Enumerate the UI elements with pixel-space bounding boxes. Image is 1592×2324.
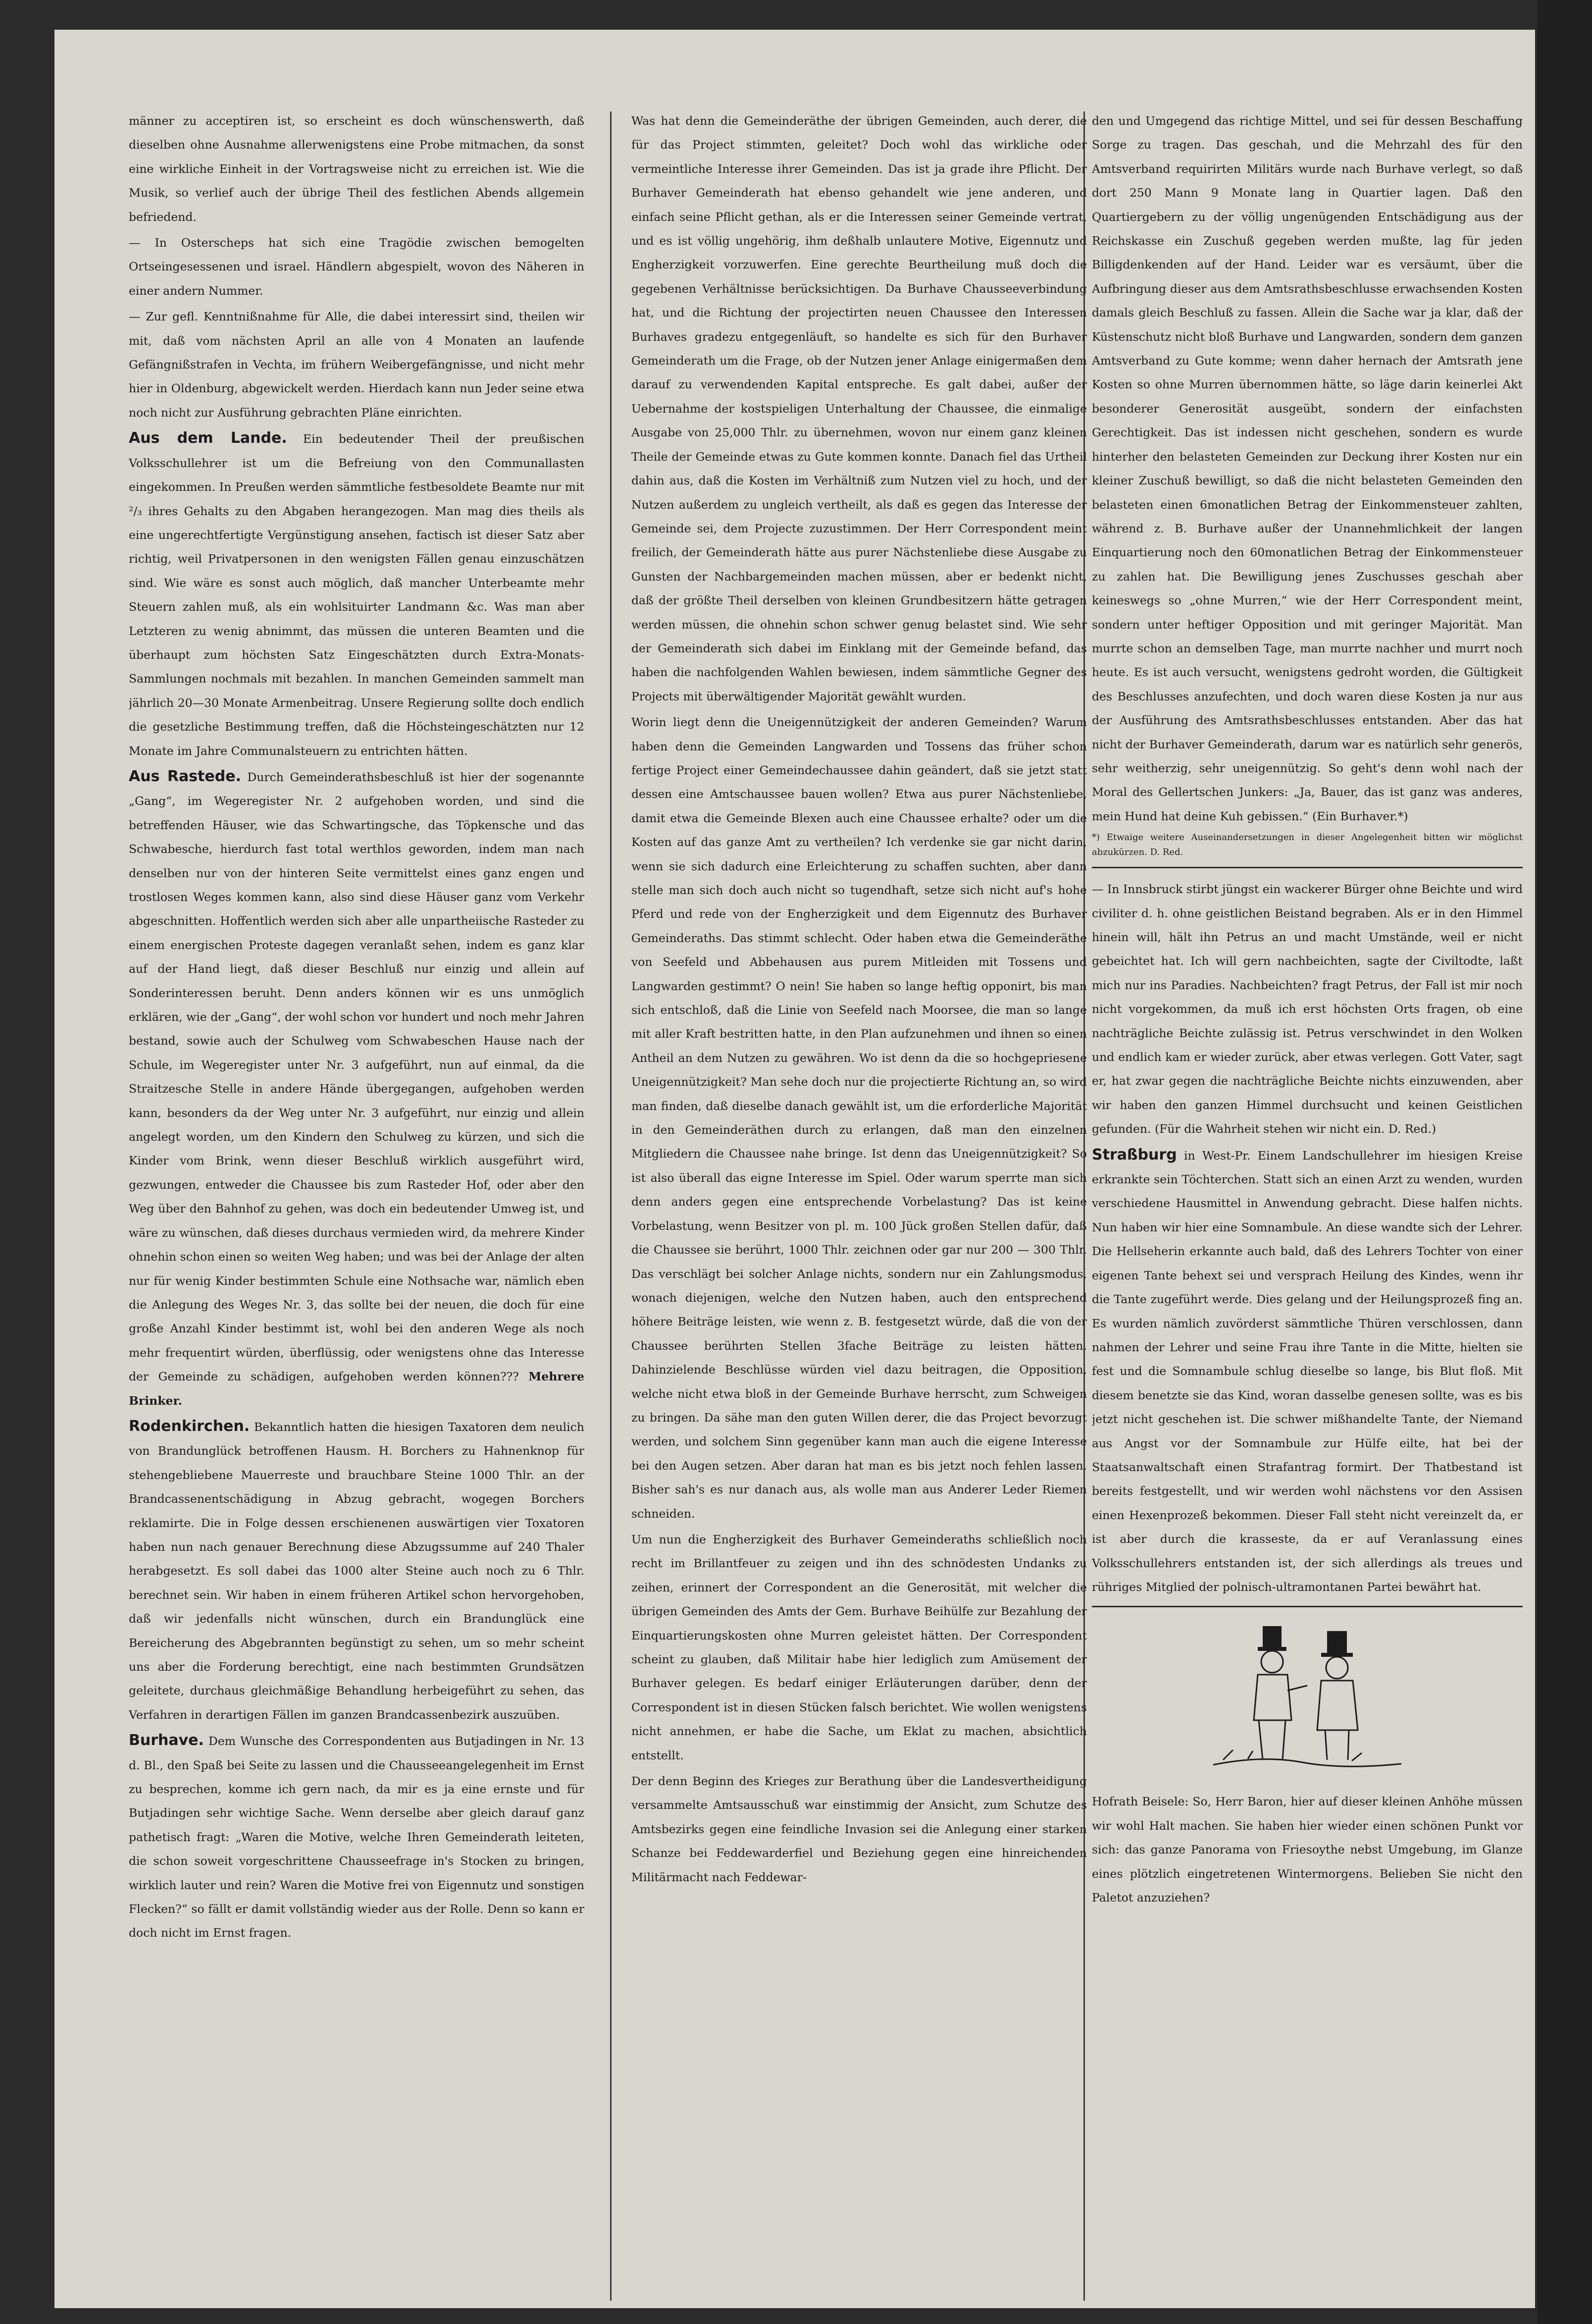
column-middle — [631, 109, 1087, 2303]
article-text: in West-Pr. Einem Landschullehrer im hiesigen Kreise erkrankte sein Töchterchen. Statt sich an einen Arzt zu wenden, wurden verschiedene Hausmittel in Anwendung gebracht. Diese halfen nichts. Nun haben wir hier eine Somnambule. An diese wandte sich der Lehrer. Die Hellseherin erkannte auch bald, daß des Lehrers Tochter von einer eigenen Tante behext sei und versprach Heilung des Kindes, wenn ihr die Tante zugeführt werde. Dies gelang und der Heilungsprozeß fing an. Es wurden nämlich zuvörderst sämmtliche Thüren verschlossen, dann nahmen der Lehrer und seine Frau ihre Tante in die Mitte, hielten sie fest und die Somnambule schlug dieselbe so lange, bis Blut floß. Mit diesem benetzte sie das Kind, woran dasselbe genesen sollte, was es bis jetzt nicht geschehen ist. Die schwer mißhandelte Tante, der Niemand aus Angst vor der Somnambule zur Hülfe eilte, hat bei der Staatsanwaltschaft einen Strafantrag formirt. Der Thatbestand ist bereits festgestellt, und wir werden wohl nächstens vor den Assisen einen Hexenprozeß bekommen. Dieser Fall steht nicht vereinzelt da, er ist aber durch die krasseste, da er auf Veranlassung eines Volksschullehrers entstanden ist, der sich allerdings als treues und rühriges Mitglied der polnisch-ultramontanen Partei bewährt hat. — [1092, 1148, 1523, 1594]
newspaper-page — [54, 30, 1535, 2308]
section-heading: Aus Rastede. — [129, 767, 241, 785]
divider — [1092, 1606, 1523, 1607]
article-text: Der denn Beginn des Krieges zur Berathung über die Landesvertheidigung versammelte Amtsausschuß war einstimmig der Ansicht, zum Schutze des Amtsbezirks gegen eine feindliche Invasion sei die Anlegung einer starken Schanze bei Feddewarderfiel und Beziehung gegen eine hinreichenden Militärmacht nach Feddewar- — [631, 1774, 1087, 1884]
article-signature: Mehrere Brinker. — [129, 1370, 584, 1408]
article-text: — Zur gefl. Kenntnißnahme für Alle, die dabei interessirt sind, theilen wir mit, daß vom nächsten April an alle von 4 Monaten an laufende Gefängnißstrafen in Vechta, im frühern Weibergefängnisse, und nicht mehr hier in Oldenburg, abgewickelt werden. Hierdach kann nun Jeder seine etwa noch nicht zur Ausführung gebrachten Pläne einrichten. — [129, 310, 584, 420]
article-text: Durch Gemeinderathsbeschluß ist hier der sogenannte „Gang“, im Wegeregister Nr. 2 aufgehoben worden, und sind die betreffenden Häuser, wie das Schwartingsche, das Töpkensche und das Schwabesche, hierdurch fast total werthlos geworden, indem man nach denselben nur von der hinteren Seite vermittelst eines ganz engen und trostlosen Weges kommen kann, also sind diese Häuser ganz vom Verkehr abgeschnitten. Hoffentlich werden sich aber alle unpartheiische Rasteder zu einem energischen Proteste dagegen veranlaßt sehen, indem es ganz klar auf der Hand liegt, daß dieser Beschluß nur einzig und allein auf Sonderinteressen beruht. Denn anders können wir es uns unmöglich erklären, wie der „Gang“, der wohl schon vor hundert und noch mehr Jahren bestand, sowie auch der Schulweg vom Schwabeschen Hause nach der Schule, im Wegeregister unter Nr. 3 aufgeführt, nun auf einmal, da die Straitzesche Stelle in andere Hände übergegangen, aufgehoben werden kann, besonders da der Weg unter Nr. 3 aufgeführt, nur einzig und allein angelegt worden, um den Kindern den Schulweg zu kürzen, und sich die Kinder vom Brink, wenn dieser Beschluß wirklich ausgeführt wird, gezwungen, entweder die Chaussee bis zum Rasteder Hof, oder aber den Weg über den Bahnhof zu gehen, was doch ein bedeutender Umweg ist, und wäre zu wünschen, daß dieses durchaus vermieden wird, da mehrere Kinder ohnehin schon einen so weiten Weg haben; und was bei der Anlage der alten nur für wenig Kinder bestimmten Schule eine Nothsache war, nämlich eben die Anlegung des Weges Nr. 3, das sollte bei der neuen, die doch für eine große Anzahl Kinder bestimmt ist, wohl bei den anderen Wege als noch mehr frequentirt würden, überflüssig, oder wenigstens ohne das Interesse der Gemeinde zu schädigen, aufgehoben werden können??? — [129, 770, 584, 1384]
column-left — [129, 109, 584, 2303]
article-text: — In Osterscheps hat sich eine Tragödie zwischen bemogelten Ortseingesessenen und israel. Händlern abgespielt, wovon des Näheren in einer andern Nummer. — [129, 236, 584, 298]
column-right — [1092, 109, 1523, 2303]
footnote: *) Etwaige weitere Auseinandersetzungen in dieser Angelegenheit bitten wir möglichst abzukürzen. D. Red. — [1092, 832, 1523, 858]
cartoon-caption: Hofrath Beisele: So, Herr Baron, hier auf dieser kleinen Anhöhe müssen wir wohl Halt machen. Sie haben hier wieder einen schönen Punkt vor sich: das ganze Panorama von Friesoythe nebst Umgebung, im Glanze eines plötzlich eingetretenen Wintermorgens. Belieben Sie nicht den Paletot anzuziehen? — [1092, 1795, 1523, 1904]
scrollbar[interactable] — [1538, 0, 1592, 2324]
article-text: Ein bedeutender Theil der preußischen Volksschullehrer ist um die Befreiung von den Communallasten eingekommen. In Preußen werden sämmtliche festbesoldete Beamte nur mit ²/₃ ihres Gehalts zu den Abgaben herangezogen. Man mag dies theils als eine ungerechtfertigte Vergünstigung ansehen, factisch ist dieser Satz aber richtig, weil Privatpersonen in den wenigsten Fällen genau einzuschätzen sind. Wie wäre es sonst auch möglich, daß mancher Unterbeamte mehr Steuern zahlen muß, als ein wohlsituirter Landmann &c. Was man aber Letzteren zu wenig abnimmt, das müssen die unteren Beamten und die überhaupt zum höchsten Satz Eingeschätzten durch Extra-Monats-Sammlungen nochmals mit bezahlen. In manchen Gemeinden sammelt man jährlich 20—30 Monate Armenbeitrag. Unsere Regierung sollte doch endlich die gesetzliche Bestimmung treffen, daß die Höchsteingeschätzten nur 12 Monate im Jahre Communalsteuern zu entrichten hätten. — [129, 432, 584, 758]
article-section — [129, 426, 584, 763]
article-signature: (Ein Burhaver.*) — [1312, 809, 1408, 823]
article-text: Um nun die Engherzigkeit des Burhaver Gemeinderaths schließlich noch recht im Brillantfeuer zu zeigen und ihn des schnödesten Undanks zu zeihen, erinnert der Correspondent an die Generosität, mit welcher die übrigen Gemeinden des Amts der Gem. Burhave Beihülfe zur Bezahlung der Einquartierungskosten ohne Murren geleistet hätten. Der Correspondent scheint zu glauben, daß Militair habe hier lediglich zum Amüsement der Burhaver gelegen. Es bedarf einiger Erläuterungen darüber, denn der Correspondent ist in diesen Stücken falsch berichtet. Wie wollen wenigstens nicht annehmen, er habe die Sache, um Eklat zu machen, absichtlich entstellt. — [631, 1532, 1087, 1762]
article-section — [129, 1729, 584, 1945]
article-section — [129, 765, 584, 1413]
article-text: männer zu acceptiren ist, so erscheint es doch wünschenswerth, daß dieselben ohne Ausnahme allerwenigstens eine Probe mitmachen, da sonst eine wirkliche Einheit in der Vortragsweise nicht zu erreichen ist. Wie die Musik, so verlief auch der übrige Theil des festlichen Abends allgemein befriedend. — [129, 114, 584, 224]
cartoon-illustration — [1203, 1616, 1411, 1775]
article-section — [129, 1415, 584, 1727]
article-text: den und Umgegend das richtige Mittel, und sei für dessen Beschaffung Sorge zu tragen. Das geschah, und die Mehrzahl des für den Amtsverband requirirten Militärs wurde nach Burhave verlegt, so daß dort 250 Mann 9 Monate lang in Quartier lagen. Daß den Quartiergebern zu der völlig ungenügenden Entschädigung aus der Reichskasse ein Zuschuß gegeben werden mußte, lag für jeden Billigdenkenden auf der Hand. Leider war es versäumt, über die Aufbringung dieser aus dem Amtsrathsbeschlusse erwachsenden Kosten damals gleich Beschluß zu fassen. Allein die Sache war ja klar, daß der Küstenschutz nicht bloß Burhave und Langwarden, sondern dem ganzen Amtsverband zu Gute komme; wenn daher hernach der Amtsrath jene Kosten so ohne Murren übernommen hätte, so läge darin keinerlei Akt besonderer Generosität ausgeübt, sondern der einfachsten Gerechtigkeit. Das ist indessen nicht geschehen, sondern es wurde hinterher den belasteten Gemeinden zur Deckung ihrer Kosten nur ein kleiner Zuschuß bewilligt, so daß die nicht belasteten Gemeinden den belasteten einen 6monatlichen Betrag der Einkommensteuer zahlten, während z. B. Burhave außer der Unannehmlichkeit der langen Einquartierung noch den 60monatlichen Betrag der Einkommensteuer zu zahlen hat. Die Bewilligung jenes Zuschusses geschah aber keineswegs so „ohne Murren,“ wie der Herr Correspondent meint, sondern unter heftiger Opposition und mit geringer Majorität. Man murrte schon an demselben Tage, man murrte nachher und murrt noch heute. Es ist auch versucht, wenigstens gedroht worden, die Gültigkeit des Beschlusses anzufechten, und doch waren diese Kosten ja nur aus der Ausführung des Amtsrathsbeschlusses entstanden. Aber das hat nicht der Burhaver Gemeinderath, darum war es natürlich sehr generös, sehr weitherzig, sehr uneigennützig. So geht's denn wohl nach der Moral des Gellertschen Junkers: „Ja, Bauer, das ist ganz was anderes, mein Hund hat deine Kuh gebissen.“ (Ein Burhaver.*) — [1092, 114, 1523, 823]
section-heading: Rodenkirchen. — [129, 1417, 250, 1435]
section-heading: Aus dem Lande. — [129, 429, 287, 447]
section-heading: Straßburg — [1092, 1146, 1177, 1163]
section-heading: Burhave. — [129, 1732, 204, 1749]
article-text: Bekanntlich hatten die hiesigen Taxatoren dem neulich von Brandunglück betroffenen Hausm. H. Borchers zu Hahnenknop für stehengebliebene Mauerreste und brauchbare Steine 1000 Thlr. an der Brandcassenentschädigung in Abzug gebracht, wogegen Borchers reklamirte. Die in Folge dessen erschienenen auswärtigen vier Toxatoren haben nun nach genauer Berechnung diese Abzugssumme auf 240 Thaler herabgesetzt. Es soll dabei das 1000 alter Steine auch noch zu 6 Thlr. berechnet sein. Wir haben in einem früheren Artikel schon hervorgehoben, daß wir jedenfalls nicht wünschen, durch ein Brandunglück eine Bereicherung des Abgebrannten begünstigt zu sehen, um so mehr scheint uns aber die Forderung berechtigt, eine nach bestimmten Grundsätzen geleitete, durchaus gleichmäßige Behandlung herbeigeführt zu sehen, das Verfahren in derartigen Fällen im ganzen Brandcassenbezirk auszuüben. — [129, 1420, 584, 1722]
column-rule — [610, 111, 612, 2301]
divider — [1092, 867, 1523, 868]
article-text: Dem Wunsche des Correspondenten aus Butjadingen in Nr. 13 d. Bl., den Spaß bei Seite zu lassen und die Chausseeangelegenheit im Ernst zu besprechen, komme ich gern nach, da mir es ja eine ernste und für Butjadingen sehr wichtige Sache. Wenn derselbe aber gleich darauf ganz pathetisch fragt: „Waren die Motive, welche Ihren Gemeinderath leiteten, die schon soweit vorgeschrittene Chausseefrage in's Stocken zu bringen, wirklich lauter und rein? Waren die Motive frei von Eigennutz und sonstigen Flecken?“ so fällt er damit vollständig wieder aus der Rolle. Denn so kann er doch nicht im Ernst fragen. — [129, 1734, 584, 1940]
article-text: Was hat denn die Gemeinderäthe der übrigen Gemeinden, auch derer, die für das Project stimmten, geleitet? Doch wohl das wirkliche oder vermeintliche Interesse ihrer Gemeinden. Das ist ja grade ihre Pflicht. Der Burhaver Gemeinderath hat ebenso gehandelt wie jene anderen, und einfach seine Pflicht gethan, als er die Interessen seiner Gemeinde vertrat, und es ist völlig ungehörig, ihm deßhalb unlautere Motive, Eigennutz und Engherzigkeit vorzuwerfen. Eine gerechte Beurtheilung muß doch die gegebenen Verhältnisse berücksichtigen. Da Burhave Chausseeverbindung hat, und die Richtung der projectirten neuen Chaussee den Interessen Burhaves gradezu entgegenläuft, so handelte es sich für den Burhaver Gemeinderath um die Frage, ob der Nutzen jener Anlage einigermaßen dem darauf zu verwendenden Kapital entspreche. Es galt dabei, außer der Uebernahme der kostspieligen Unterhaltung der Chaussee, die einmalige Ausgabe von 25,000 Thlr. zu übernehmen, wovon nur einem ganz kleinen Theile der Gemeinde etwas zu Gute kommen konnte. Danach fiel das Urtheil dahin aus, daß die Kosten im Verhältniß zum Nutzen viel zu hoch, und der Nutzen außerdem zu ungleich vertheilt, als daß es gegen das Interesse der Gemeinde sei, dem Projecte zuzustimmen. Der Herr Correspondent meint freilich, der Gemeinderath hätte aus purer Nächstenliebe diese Ausgabe zu Gunsten der Nachbargemeinden machen müssen, aber er bedenkt nicht, daß der größte Theil derselben von kleinen Grundbesitzern hätte getragen werden müssen, die ohnehin schon schwer genug belastet sind. Wie sehr der Gemeinderath sich dabei im Einklang mit der Gemeinde befand, das haben die nachfolgenden Wahlen bewiesen, indem sämmtliche Gegner des Projects mit überwältigender Majorität gewählt wurden. — [631, 114, 1087, 703]
article-text: — In Innsbruck stirbt jüngst ein wackerer Bürger ohne Beichte und wird civiliter d. h. ohne geistlichen Beistand begraben. Als er in den Himmel hinein will, hält ihn Petrus an und macht Umstände, weil er nicht gebeichtet hat. Ich will gern nachbeichten, sagte der Civiltodte, laßt mich nur ins Paradies. Nachbeichten? fragt Petrus, der Fall ist mir noch nicht vorgekommen, da muß ich erst höchsten Orts fragen, ob eine nachträgliche Beichte zulässig ist. Petrus verschwindet in den Wolken und endlich kam er wieder zurück, aber etwas verlegen. Gott Vater, sagt er, hat zwar gegen die nachträgliche Beichte nichts einzuwenden, aber wir haben den ganzen Himmel durchsucht und keinen Geistlichen gefunden. (Für die Wahrheit stehen wir nicht ein. D. Red.) — [1092, 882, 1523, 1136]
article-section — [1092, 1143, 1523, 1599]
article-text: Worin liegt denn die Uneigennützigkeit der anderen Gemeinden? Warum haben denn die Gemeinden Langwarden und Tossens das früher schon fertige Project einer Gemeindechaussee dahin geändert, daß sie jetzt statt dessen eine Amtschaussee bauen wollen? Etwa aus purer Nächstenliebe, damit etwa die Gemeinde Blexen auch eine Chaussee erhalte? oder um die Kosten auf das ganze Amt zu vertheilen? Ich verdenke sie gar nicht darin, wenn sie sich dadurch eine Erleichterung zu schaffen suchten, aber dann stelle man sich doch auch nicht so tugendhaft, setze sich nicht auf's hohe Pferd und rede von der Engherzigkeit und dem Eigennutz des Burhaver Gemeinderaths. Das stimmt schlecht. Oder haben etwa die Gemeinderäthe von Seefeld und Abbehausen aus purem Mitleiden mit Tossens und Langwarden gestimmt? O nein! Sie haben so lange heftig opponirt, bis man sich entschloß, daß die Linie von Seefeld nach Moorsee, die man so lange mit aller Kraft bestritten hatte, in den Plan aufzunehmen und ihnen so einen Antheil an dem Nutzen zu gewähren. Wo ist denn da die so hochgepriesene Uneigennützigkeit? Man sehe doch nur die projectierte Richtung an, so wird man finden, daß dieselbe danach gewählt ist, um die erforderliche Majorität in den Gemeinderäthen durch zu erlangen, daß man den einzelnen Mitgliedern die Chaussee nahe bringe. Ist denn das Uneigennützigkeit? So ist also überall das eigne Interesse im Spiel. Oder warum sperrte man sich denn anders gegen eine entsprechende Vorbelastung? Das ist keine Vorbelastung, wenn Besitzer von pl. m. 100 Jück großen Stellen dafür, daß die Chaussee sie berührt, 1000 Thlr. zeichnen oder gar nur 200 — 300 Thlr. Das verschlägt bei solcher Anlage nichts, sondern nur ein Zahlungsmodus, wonach diejenigen, welche den Nutzen haben, auch den entsprechend höhere Beiträge leisten, wie wenn z. B. festgesetzt würde, daß die von der Chaussee berührten Stellen 3fache Beiträge zu leisten hätten. Dahinzielende Beschlüsse würden viel dazu beitragen, die Opposition, welche nicht etwa bloß in der Gemeinde Burhave herrscht, zum Schweigen zu bringen. Da sähe man den guten Willen derer, die das Project bevorzugt werden, und solchem Sinn gegenüber kann man auch die eigene Interesse bei den Augen setzen. Aber daran hat man es bis jetzt noch fehlen lassen. Bisher sah's es nur danach aus, als wolle man aus Anderer Leder Riemen schneiden. — [631, 715, 1087, 1521]
footnote-signature: D. Red. — [1150, 847, 1183, 858]
